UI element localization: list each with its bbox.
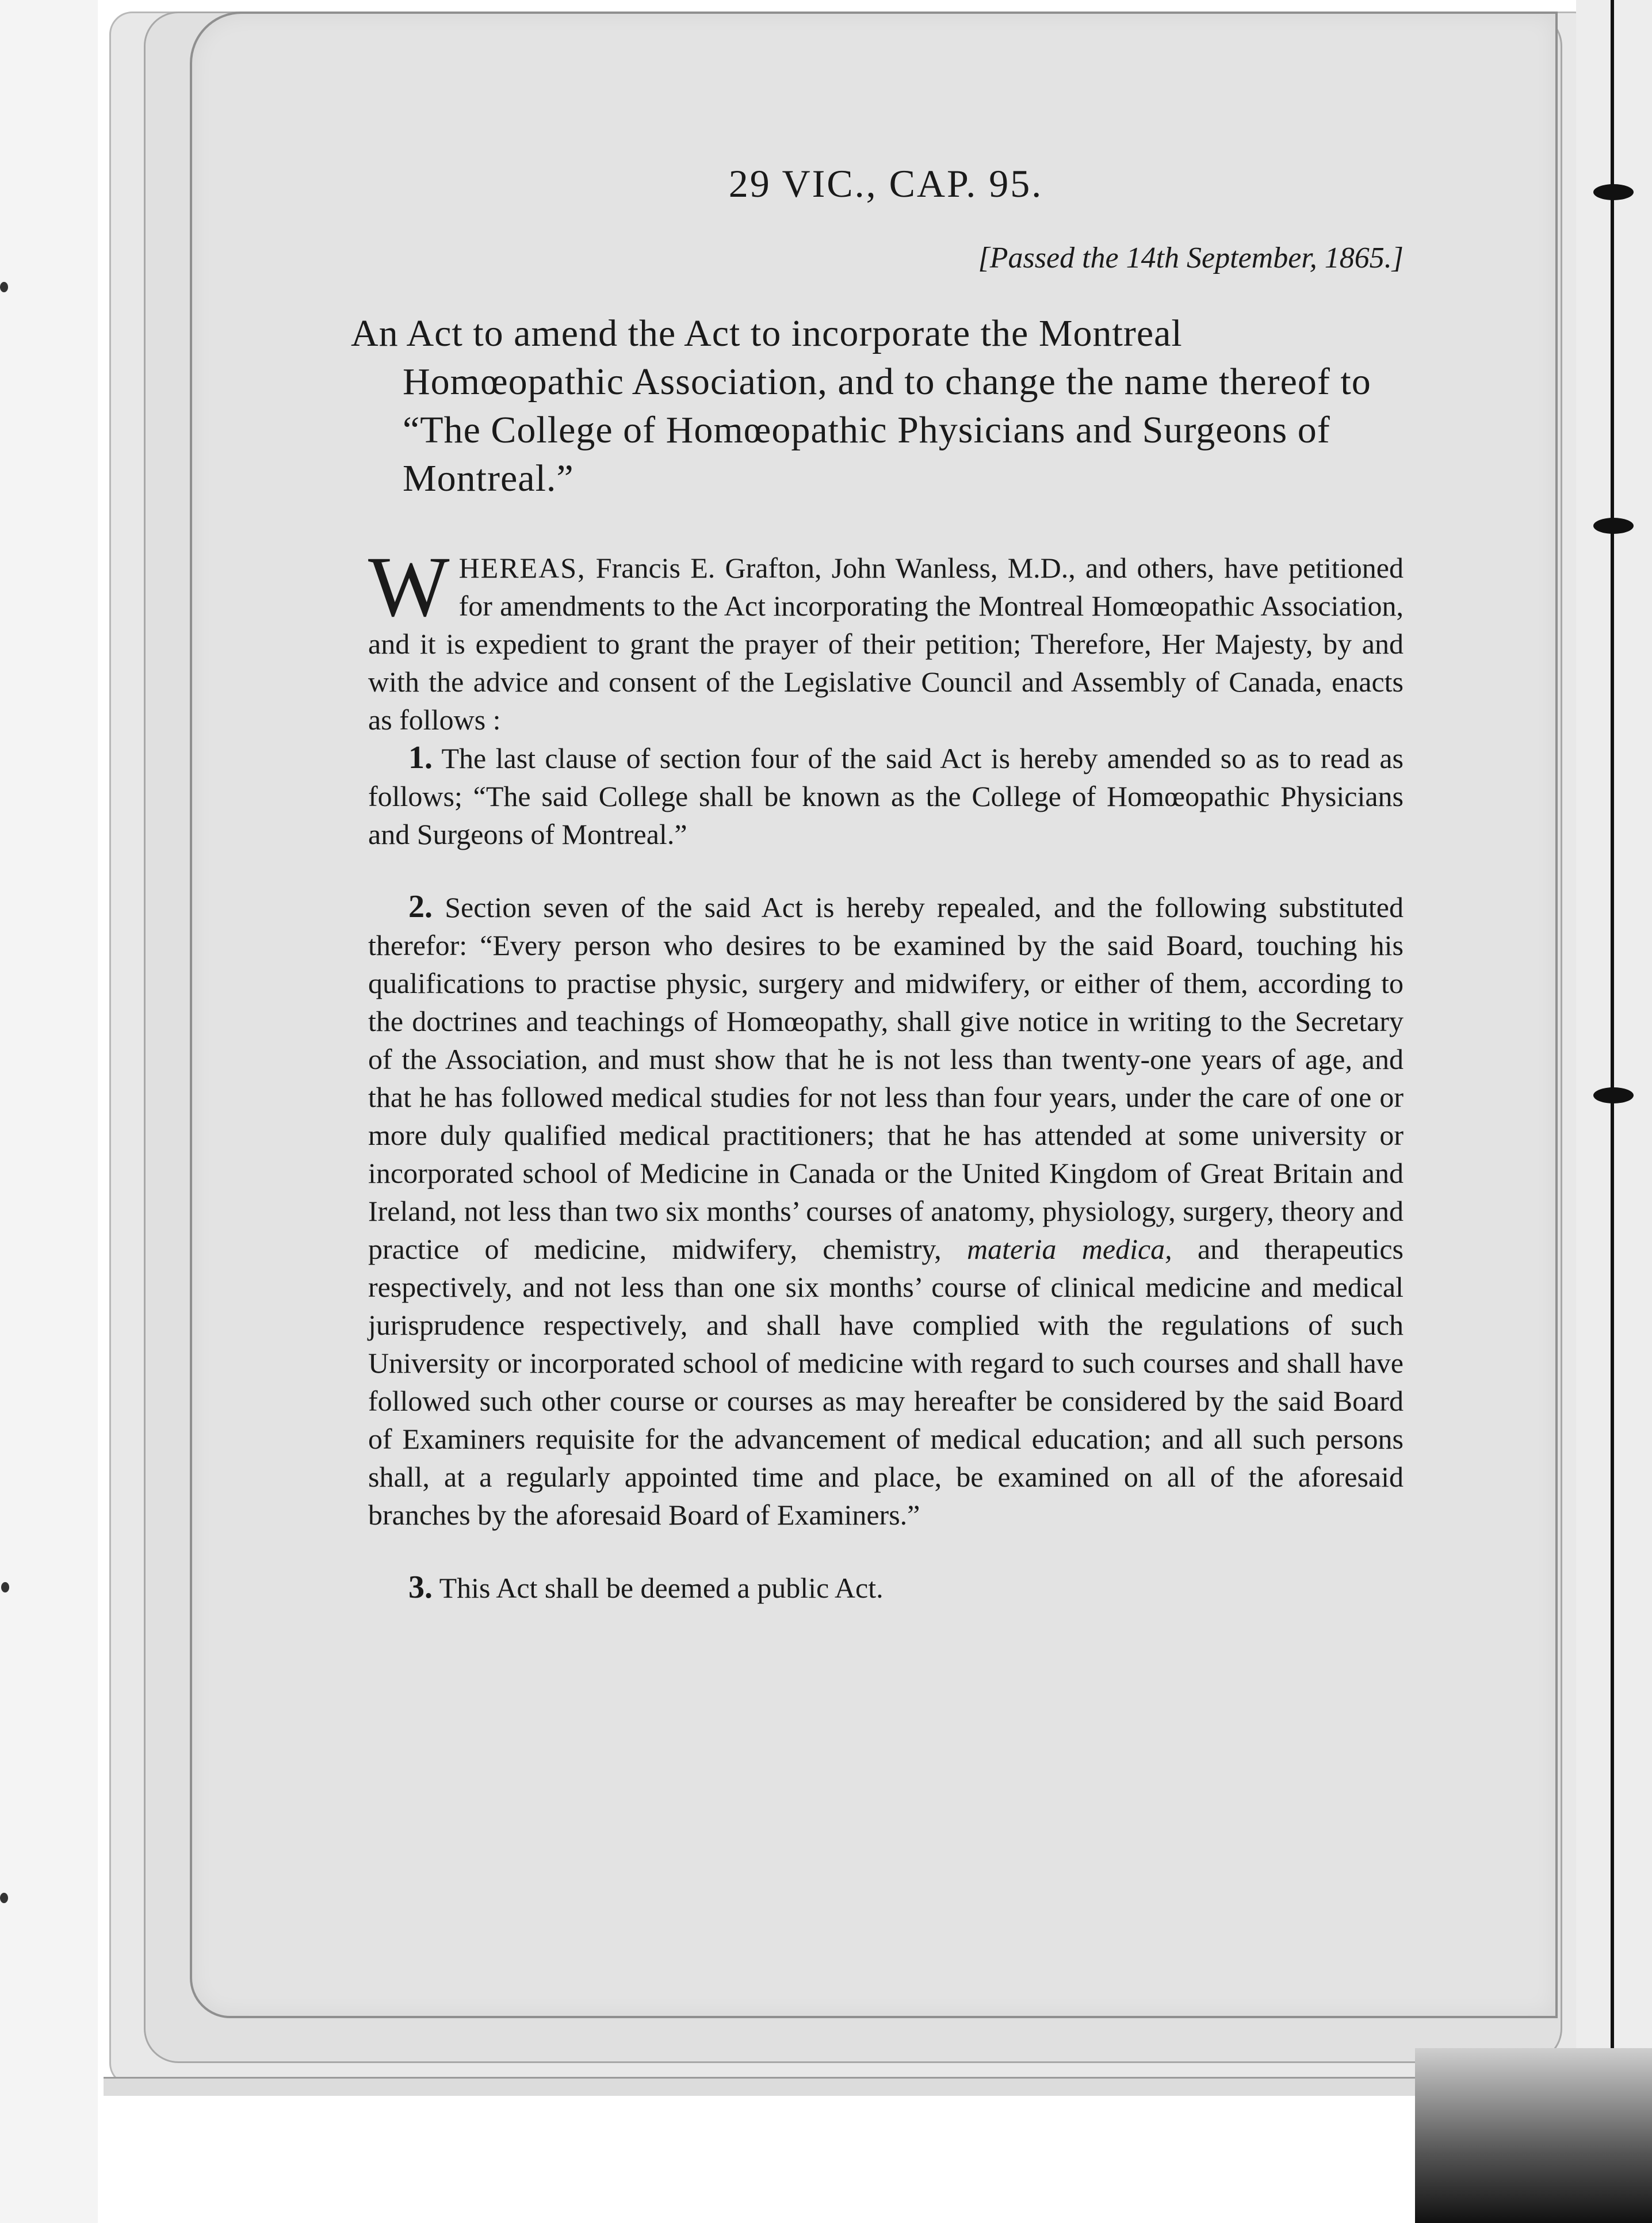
preamble-lead: HEREAS, (458, 552, 586, 584)
section-2 (368, 888, 1404, 1534)
document-text (351, 161, 1404, 1607)
section-italic-term: materia medica, (966, 1233, 1172, 1265)
binding-stitch (1593, 184, 1634, 200)
section-number: 3. (408, 1569, 433, 1605)
section-text-continued: and therapeutics respectively, and not less than one six months’ course of clinical medicine and medical jurisprudence respectively, and shall have complied with the regulations of such University or incorporated school of medicine with regard to such courses and shall have followed such other course or courses as may hereafter be considered by the said Board of Examiners requisite for the advancement of medical education; and all such persons shall, at a regularly appointed time and place, be examined on all of the aforesaid branches by the aforesaid Board of Examiners.” (368, 1233, 1404, 1531)
binding-stitch (1593, 1087, 1634, 1103)
section-text: This Act shall be deemed a public Act. (433, 1572, 884, 1604)
ink-speck (1, 1582, 9, 1592)
preamble (368, 539, 1404, 739)
preamble-text: Francis E. Grafton, John Wanless, M.D., and others, have petitioned for amendments to the Act incorporating the Montreal Homœopathic Association, and it is expedient to grant the prayer of their petition; Therefore, Her Majesty, by and with the advice and consent of the Legislative Council and Assembly of Canada, enacts as follows : (368, 552, 1404, 736)
book-gutter-shadow (1415, 2048, 1652, 2223)
drop-cap: W (368, 539, 450, 635)
section-number: 2. (408, 889, 433, 925)
ink-speck (0, 282, 8, 292)
section-1 (368, 739, 1404, 853)
section-text: The last clause of section four of the said Act is hereby amended so as to read as follows; “The said College shall be known as the College of Homœopathic Physicians and Surgeons of Montreal.” (368, 742, 1404, 850)
act-title: An Act to amend the Act to incorporate the Montreal Homœopathic Association, and to change the name thereof to “The College of Homœopathic Physicians and Surgeons of Montreal.” (351, 312, 1371, 499)
binding-spine (1611, 0, 1614, 2223)
binding-stitch (1593, 518, 1634, 534)
section-number: 1. (408, 740, 433, 776)
left-margin (0, 0, 98, 2223)
sheet-bottom-edge (104, 2077, 1415, 2096)
ink-speck (0, 1893, 8, 1903)
chapter-heading: 29 VIC., CAP. 95. (728, 162, 1043, 205)
section-text: Section seven of the said Act is hereby repealed, and the following substituted therefor: “Every person who desires to be examined by the said Board, touching his qualifications to practise physic, surgery and midwifery, or either of them, according to the doctrines and teachings of Homœopathy, shall give notice in writing to the Secretary of the Association, and must show that he is not less than twenty-one years of age, and that he has followed medical studies for not less than four years, under the care of one or more duly qualified medical practitioners; that he has attended at some university or incorporated school of Medicine in Canada or the United Kingdom of Great Britain and Ireland, not less than two six months’ courses of anatomy, physiology, surgery, theory and practice of medicine, midwifery, chemistry, (368, 891, 1404, 1265)
binding-edge (1576, 0, 1652, 2223)
passed-date: [Passed the 14th September, 1865.] (978, 242, 1404, 274)
section-3 (368, 1568, 1404, 1607)
